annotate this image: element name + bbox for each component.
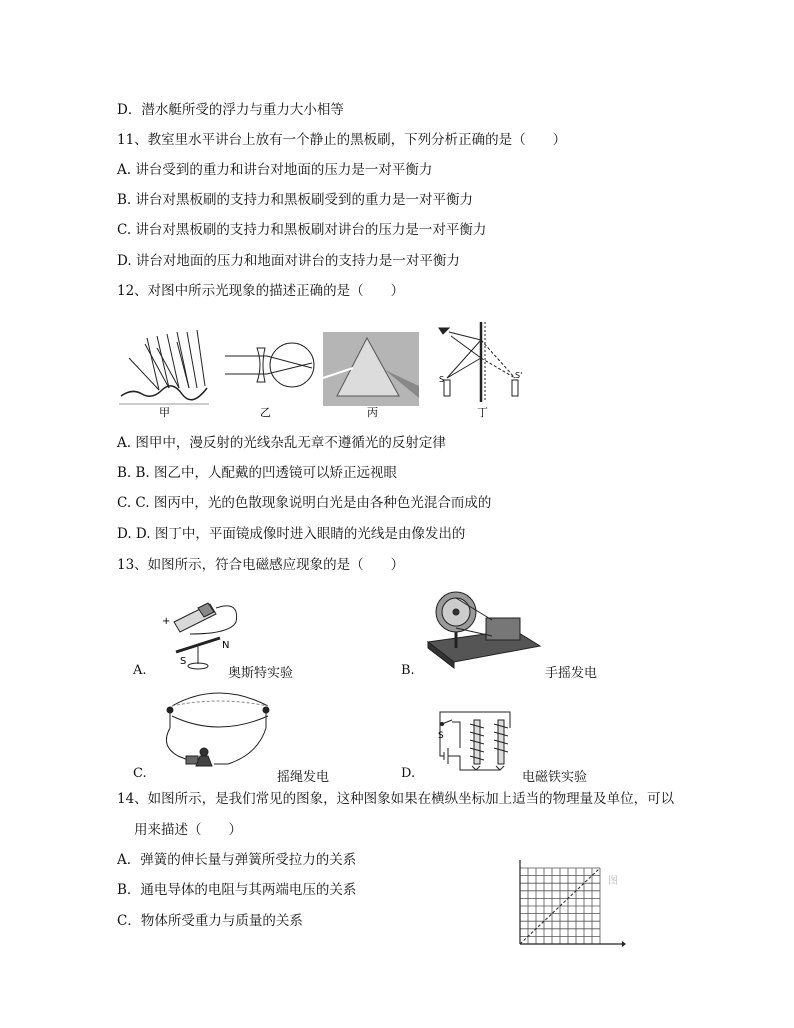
label-bing: 丙 <box>367 406 378 419</box>
label-ding: 丁 <box>477 406 488 419</box>
hand-crank-caption: 手摇发电 <box>545 666 598 681</box>
s-pole-label: S <box>180 656 187 667</box>
question-12: 12、对图中所示光现象的描述正确的是（ ） <box>117 283 405 299</box>
q12-option-b: B. B. 图乙中，人配戴的凹透镜可以矫正远视眼 <box>117 465 398 481</box>
label-yi: 乙 <box>260 406 271 419</box>
option-d-prev: D．潜水艇所受的浮力与重力大小相等 <box>117 102 344 118</box>
plus-label: + <box>162 616 171 627</box>
rope-generator-figure <box>148 686 278 774</box>
q12-option-d: D. D. 图丁中，平面镜成像时进入眼睛的光线是由像发出的 <box>117 526 466 542</box>
q11-option-c: C. 讲台对黑板刷的支持力和黑板刷对讲台的压力是一对平衡力 <box>117 222 487 238</box>
q14-option-a: A．弹簧的伸长量与弹簧所受拉力的关系 <box>117 852 357 868</box>
label-s-prime: S' <box>515 371 523 380</box>
option-d-letter: D. <box>401 766 416 781</box>
oersted-figure <box>150 594 250 670</box>
question-13: 13、如图所示，符合电磁感应现象的是（ ） <box>117 557 405 573</box>
q11-option-a: A. 讲台受到的重力和讲台对地面的压力是一对平衡力 <box>117 162 433 178</box>
switch-s-label: S <box>438 731 444 741</box>
option-c-letter: C. <box>133 766 147 781</box>
eye-lens-figure <box>225 343 314 387</box>
hand-crank-figure <box>424 590 544 670</box>
question-14: 14、如图所示，是我们常见的图象，这种图象如果在横纵坐标加上适当的物理量及单位，可以 <box>117 791 675 807</box>
watermark-label: 图 <box>608 876 618 887</box>
oersted-caption: 奥斯特实验 <box>228 666 294 681</box>
electromagnet-caption: 电磁铁实验 <box>522 770 588 785</box>
q14-option-c: C．物体所受重力与质量的关系 <box>117 913 303 929</box>
diffuse-reflection-figure <box>119 330 209 404</box>
n-pole-label: N <box>222 640 230 651</box>
q11-option-d: D. 讲台对地面的压力和地面对讲台的支持力是一对平衡力 <box>117 253 460 269</box>
option-b-letter: B. <box>401 663 415 678</box>
label-jia: 甲 <box>159 406 170 419</box>
question-14-cont: 用来描述（ ） <box>134 822 242 838</box>
q14-option-b: B．通电导体的电阻与其两端电压的关系 <box>117 882 357 898</box>
question-11: 11、教室里水平讲台上放有一个静止的黑板刷，下列分析正确的是（ ） <box>117 132 567 148</box>
electromagnet-figure <box>420 708 520 778</box>
q11-option-b: B. 讲台对黑板刷的支持力和黑板刷受到的重力是一对平衡力 <box>117 192 474 208</box>
rope-generator-caption: 摇绳发电 <box>277 770 330 785</box>
q12-option-a: A. 图甲中，漫反射的光线杂乱无章不遵循光的反射定律 <box>117 435 446 451</box>
q12-figures <box>117 318 527 420</box>
q12-option-c: C. C. 图丙中，光的色散现象说明白光是由各种色光混合而成的 <box>117 495 492 511</box>
label-s: S <box>439 375 445 384</box>
option-a-letter: A. <box>133 663 147 678</box>
q14-graph <box>510 856 626 952</box>
plane-mirror-figure <box>439 322 518 402</box>
prism-figure <box>323 332 419 406</box>
